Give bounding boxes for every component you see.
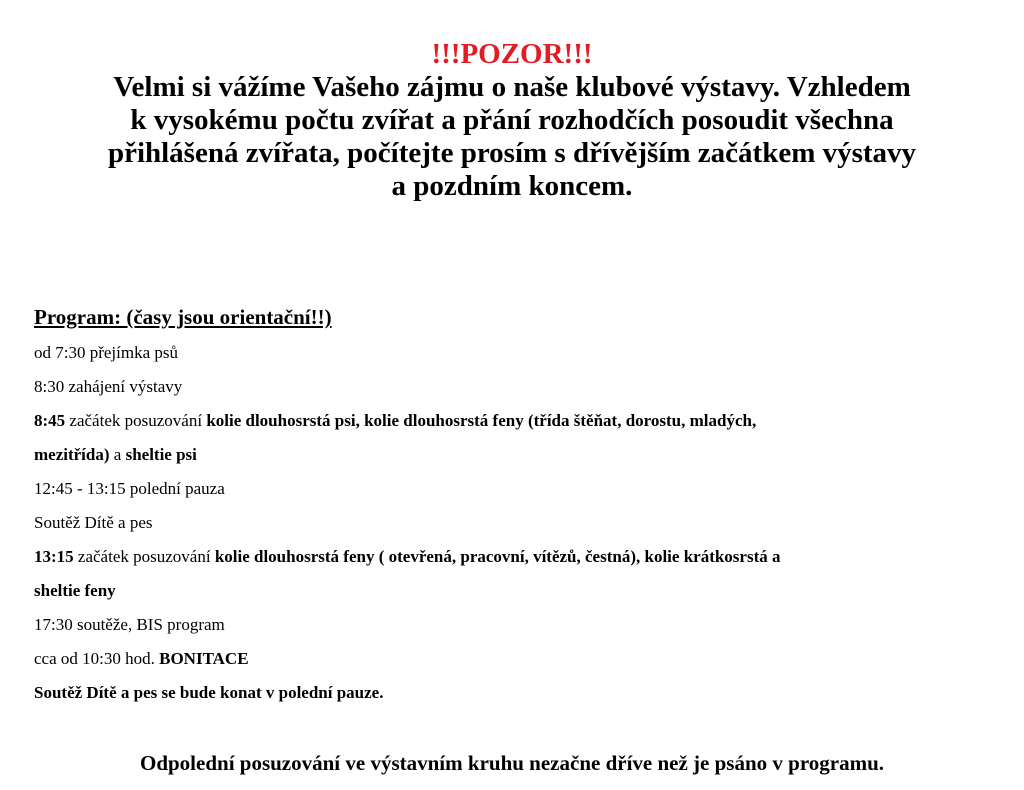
program-section xyxy=(34,302,994,710)
notice-paragraph xyxy=(42,71,982,203)
bonitace-time: cca od 10:30 hod. xyxy=(34,649,160,668)
judging-morning-time: 8:45 xyxy=(34,411,66,430)
program-item-judging-afternoon xyxy=(34,540,994,574)
notice-line-4: a pozdním koncem. xyxy=(391,170,633,202)
program-item-judging-morning xyxy=(34,404,994,438)
judging-afternoon-sheltie: sheltie feny xyxy=(34,581,116,600)
judging-afternoon-classes: kolie dlouhosrstá feny ( otevřená, pracovní, vítězů, čestná), kolie krátkosrstá a xyxy=(214,547,781,566)
warning-title: !!!POZOR!!! xyxy=(431,38,593,70)
judging-morning-text: začátek posuzování xyxy=(65,411,207,430)
notice-line-3: přihlášená zvířata, počítejte prosím s dřívějším začátkem výstavy xyxy=(107,137,917,169)
program-item-bonitace xyxy=(34,642,994,676)
bonitace-label: BONITACE xyxy=(159,649,249,668)
program-item-judging-morning-cont xyxy=(34,438,994,472)
program-item-reception: od 7:30 přejímka psů xyxy=(34,343,179,362)
header xyxy=(0,38,1024,203)
judging-afternoon-time: 13:15 xyxy=(34,547,74,566)
judging-morning-classes: kolie dlouhosrstá psi, kolie dlouhosrstá feny (třída štěňat, dorostu, mladých, xyxy=(206,411,757,430)
program-item-lunch-break: 12:45 - 13:15 polední pauza xyxy=(34,479,225,498)
program-item-child-dog-note: Soutěž Dítě a pes se bude konat v polední pauze. xyxy=(34,683,384,702)
notice-line-1: Velmi si vážíme Vašeho zájmu o naše klubové výstavy. Vzhledem xyxy=(113,71,911,103)
program-item-child-and-dog: Soutěž Dítě a pes xyxy=(34,513,153,532)
footer-note: Odpolední posuzování ve výstavním kruhu nezačne dříve než je psáno v programu. xyxy=(139,751,884,775)
program-item-opening: 8:30 zahájení výstavy xyxy=(34,377,183,396)
program-title: Program: (časy jsou orientační!!) xyxy=(34,305,332,329)
judging-morning-and: a xyxy=(109,445,126,464)
judging-morning-intermediate: mezitřída) xyxy=(34,445,110,464)
program-item-judging-afternoon-cont xyxy=(34,574,994,608)
judging-afternoon-text: začátek posuzování xyxy=(73,547,215,566)
judging-morning-sheltie: sheltie psi xyxy=(125,445,197,464)
program-item-competitions: 17:30 soutěže, BIS program xyxy=(34,615,225,634)
notice-line-2: k vysokému počtu zvířat a přání rozhodčích posoudit všechna xyxy=(130,104,894,136)
